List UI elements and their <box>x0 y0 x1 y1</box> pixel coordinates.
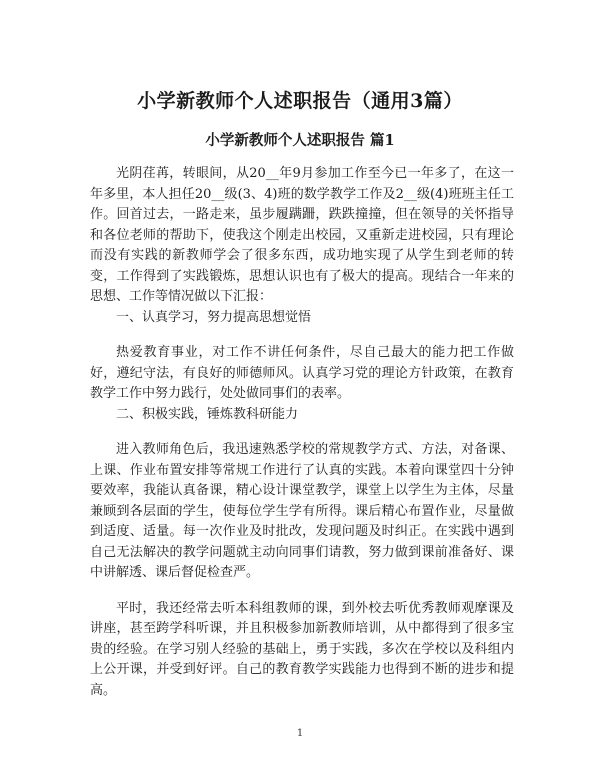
heading-study: 一、认真学习，努力提高思想觉悟 <box>116 309 312 325</box>
paragraph-observation: 平时，我还经常去听本科组教师的课，到外校去听优秀教师观摩课及讲座，甚至跨学科听课，并且积极参加新教师培训，从中都得到了很多宝贵的经验。在学习别人经验的基础上，勇于实践，多次在学校以及科组内上公开课，并受到好评。自己的教育教学实践能力也得到不断的进步和提高。 <box>90 600 514 698</box>
page-number: 1 <box>296 728 304 739</box>
document-body <box>90 164 514 701</box>
heading-practice: 二、积极实践，锤炼教科研能力 <box>116 406 299 422</box>
document-title: 小学新教师个人述职报告（通用3篇） <box>137 90 463 112</box>
paragraph-intro: 光阴荏苒，转眼间，从20__年9月参加工作至今已一年多了，在这一年多里，本人担任20__级(3、4)班的数学教学工作及2__级(4)班班主任工作。回首过去，一路走来，虽步履蹒跚，跌跌撞撞，但在领导的关怀指导和各位老师的帮助下，使我这个刚走出校园，又重新走进校园，只有理论而没有实践的新教师学会了很多东西，成功地实现了从学生到老师的转变，工作得到了实践锻炼，思想认识也有了极大的提高。现结合一年来的思想、工作等情况做以下汇报： <box>90 166 514 304</box>
paragraph-study: 热爱教育事业，对工作不讲任何条件，尽自己最大的能力把工作做好，遵纪守法，有良好的师德师风。认真学习党的理论方针政策，在教育教学工作中努力践行，处处做同事们的表率。 <box>90 345 514 401</box>
paragraph-practice: 进入教师角色后，我迅速熟悉学校的常规教学方式、方法，对备课、上课、作业布置安排等常规工作进行了认真的实践。本着向课堂四十分钟要效率，我能认真备课，精心设计课堂教学，课堂上以学生为主体，尽量兼顾到各层面的学生，使每位学生学有所得。课后精心布置作业，尽量做到适度、适量。每一次作业及时批改，发现问题及时纠正。在实践中遇到自己无法解决的教学问题就主动向同事们请教，努力做到课前准备好、课中讲解透、课后督促检查严。 <box>90 442 514 580</box>
section-title: 小学新教师个人述职报告 篇1 <box>205 132 395 149</box>
